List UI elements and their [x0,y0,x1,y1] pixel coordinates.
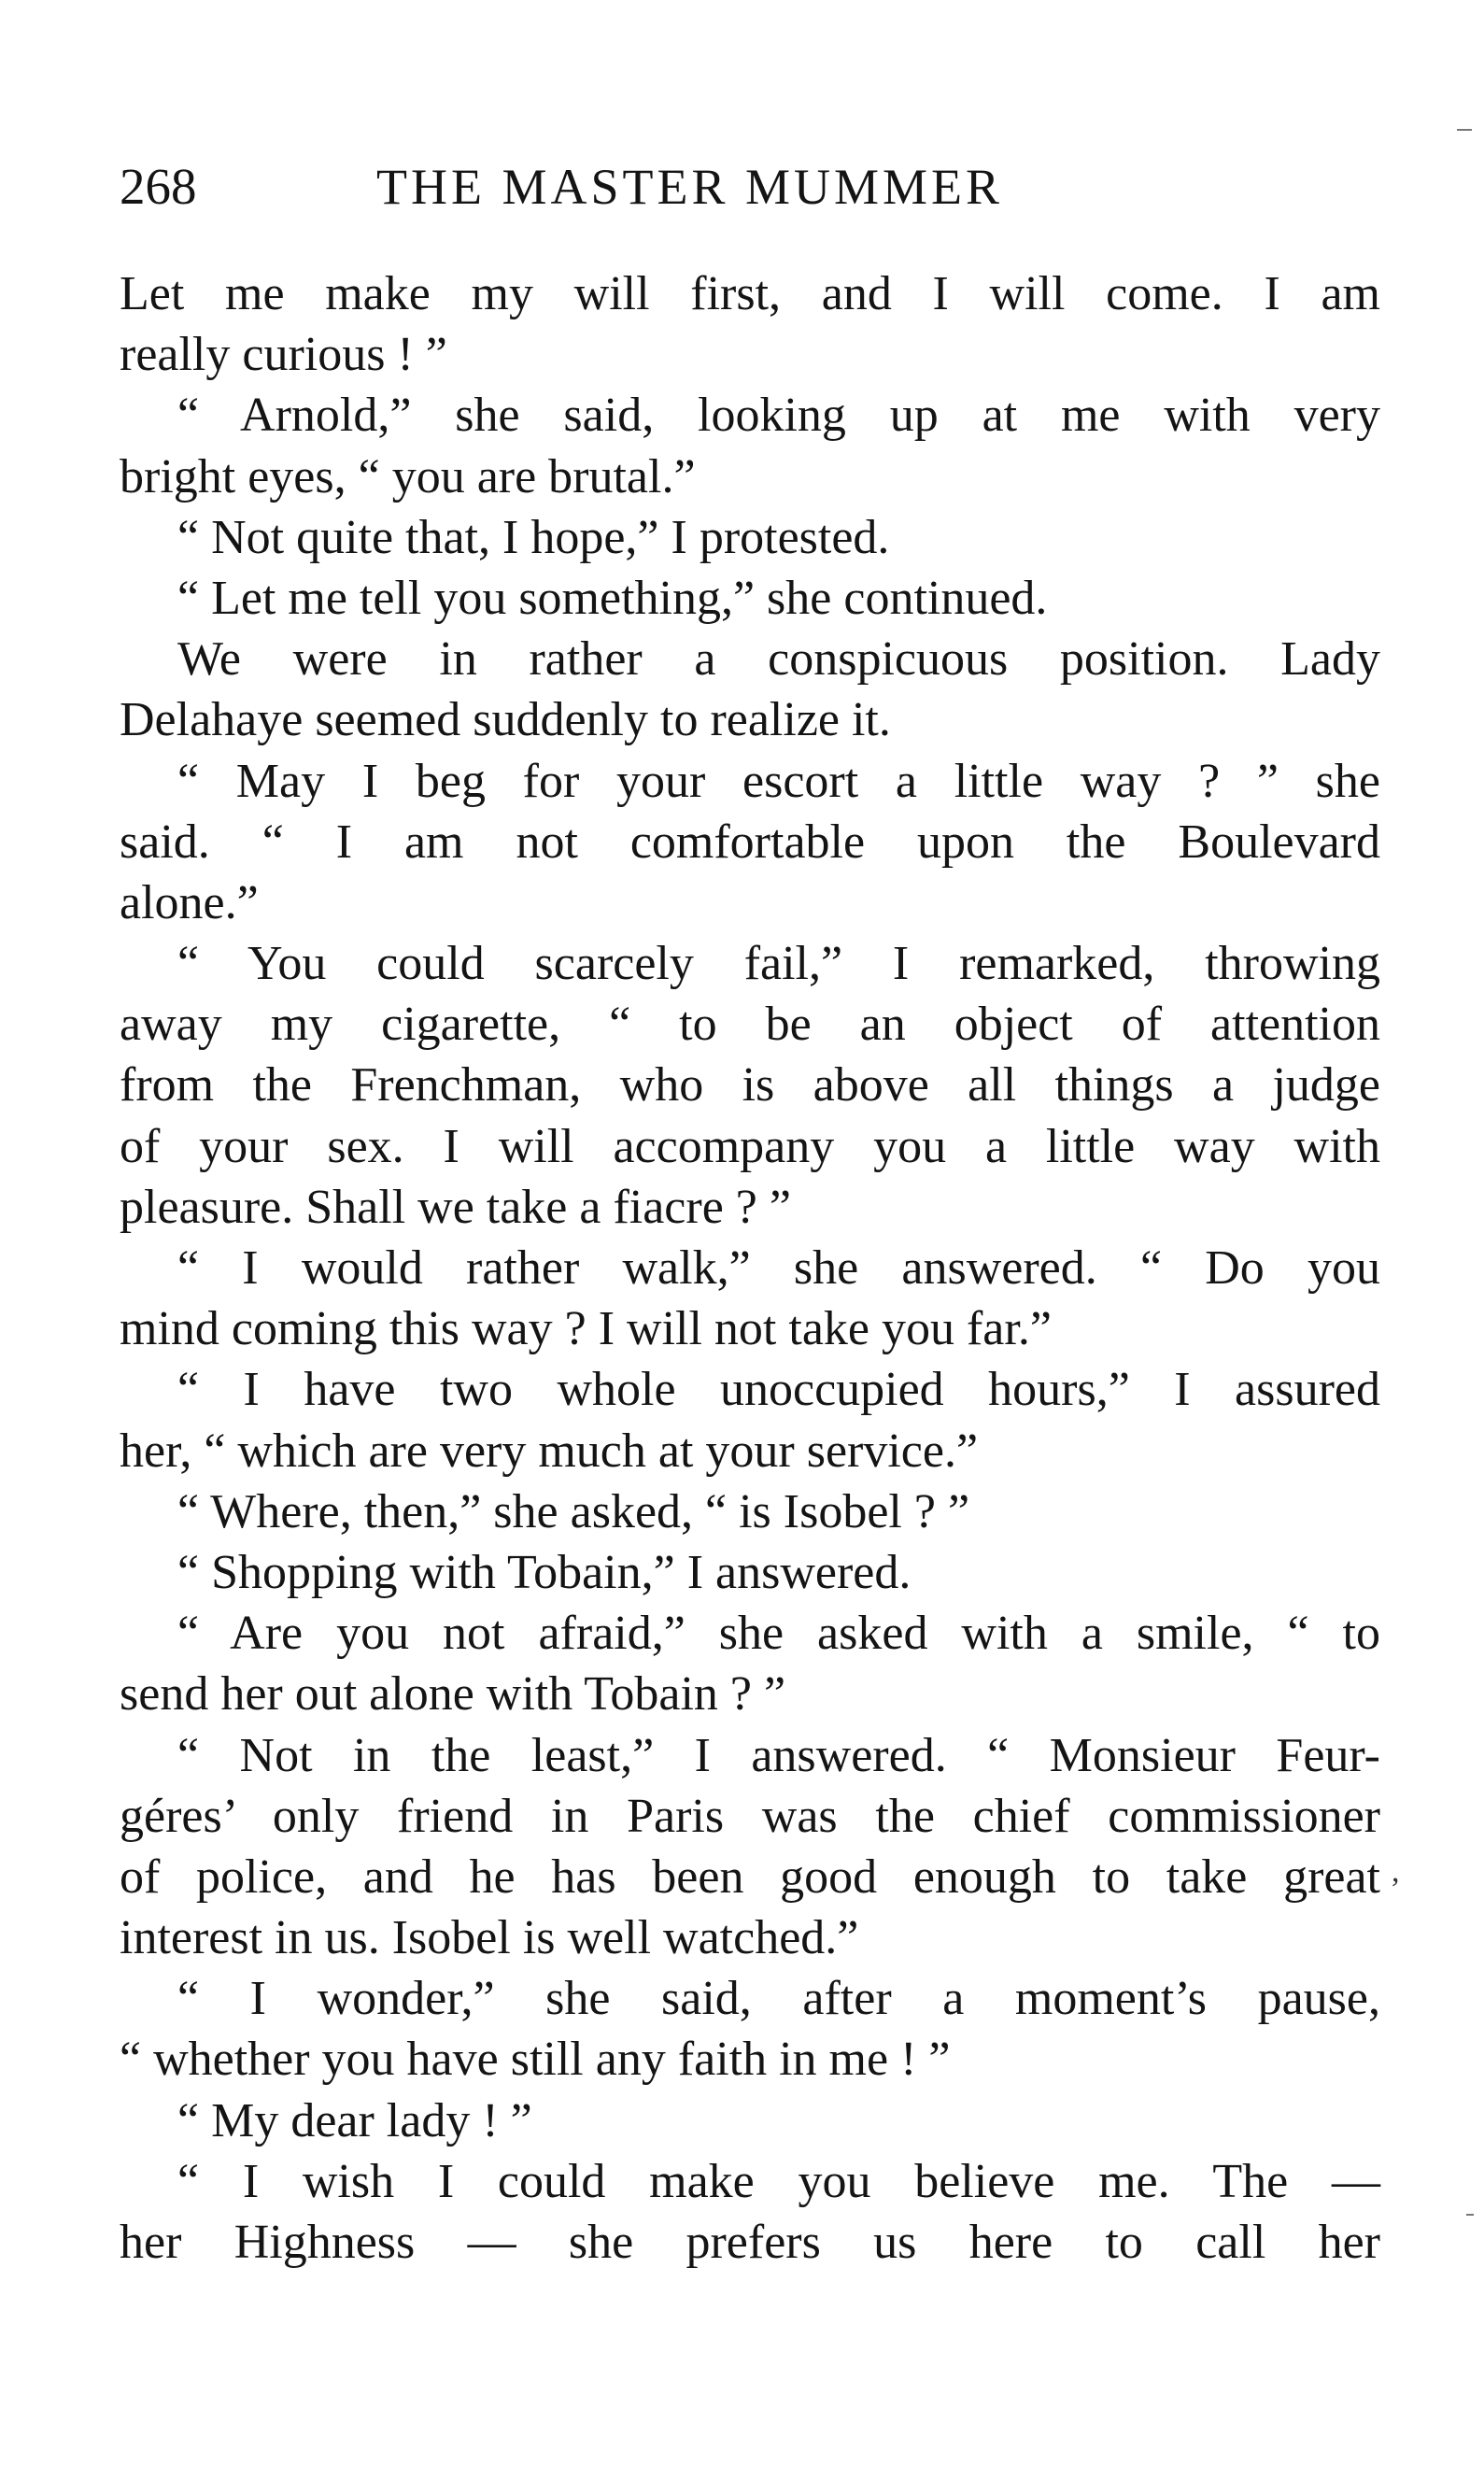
text-line: of your sex. I will accompany you a little way with [120,1119,1380,1173]
page-number: 268 [120,158,197,215]
text-line: “ May I beg for your escort a little way ? ” she [177,754,1380,808]
text-line: “ Are you not afraid,” she asked with a smile, “ to [177,1607,1380,1661]
text-line: interest in us. Isobel is well watched.” [120,1911,859,1965]
text-line: “ I wish I could make you believe me. The — [177,2154,1380,2208]
text-line: mind coming this way ? I will not take you far.” [120,1302,1052,1356]
text-line: of police, and he has been good enough to take great [120,1850,1380,1904]
text-line: Delahaye seemed suddenly to realize it. [120,693,891,747]
text-line: from the Frenchman, who is above all things a judge [120,1058,1380,1113]
text-line: “ Where, then,” she asked, “ is Isobel ? ” [177,1484,970,1538]
text-line: “ whether you have still any faith in me ! ” [120,2033,951,2087]
text-line: “ Let me tell you something,” she continued. [177,571,1048,625]
running-title: THE MASTER MUMMER [376,159,1004,215]
scan-edge-mark [1457,129,1472,131]
text-line: “ My dear lady ! ” [177,2093,532,2147]
text-line: send her out alone with Tobain ? ” [120,1667,786,1722]
text-line: away my cigarette, “ to be an object of attention [120,998,1380,1052]
text-line: We were in rather a conspicuous position. Lady [177,632,1380,687]
text-line: pleasure. Shall we take a fiacre ? ” [120,1180,791,1234]
margin-pencil-mark: , [1392,1854,1400,1889]
text-line: “ You could scarcely fail,” I remarked, throwing [177,937,1380,991]
scan-edge-mark [1466,2214,1474,2216]
text-line: “ I have two whole unoccupied hours,” I assured [177,1363,1380,1417]
text-line: her, “ which are very much at your service.” [120,1424,979,1478]
text-line: “ I wonder,” she said, after a moment’s pause, [177,1972,1380,2026]
text-line: Let me make my will first, and I will come. I am [120,267,1380,320]
text-line: really curious ! ” [120,328,447,382]
text-line: “ Arnold,” she said, looking up at me with very [177,389,1380,443]
body-text [120,263,1380,2273]
text-line: her Highness — she prefers us here to call her [120,2216,1380,2269]
text-line: said. “ I am not comfortable upon the Boulevard [120,815,1380,869]
running-header [120,149,1380,224]
text-line: alone.” [120,875,259,929]
text-line: géres’ only friend in Paris was the chief commissioner [120,1789,1380,1843]
text-line: “ Not quite that, I hope,” I protested. [177,510,890,564]
text-line: bright eyes, “ you are brutal.” [120,449,696,503]
text-line: “ I would rather walk,” she answered. “ Do you [177,1241,1380,1295]
text-line: “ Not in the least,” I answered. “ Monsieur Feur- [177,1728,1380,1782]
text-line: “ Shopping with Tobain,” I answered. [177,1545,912,1599]
